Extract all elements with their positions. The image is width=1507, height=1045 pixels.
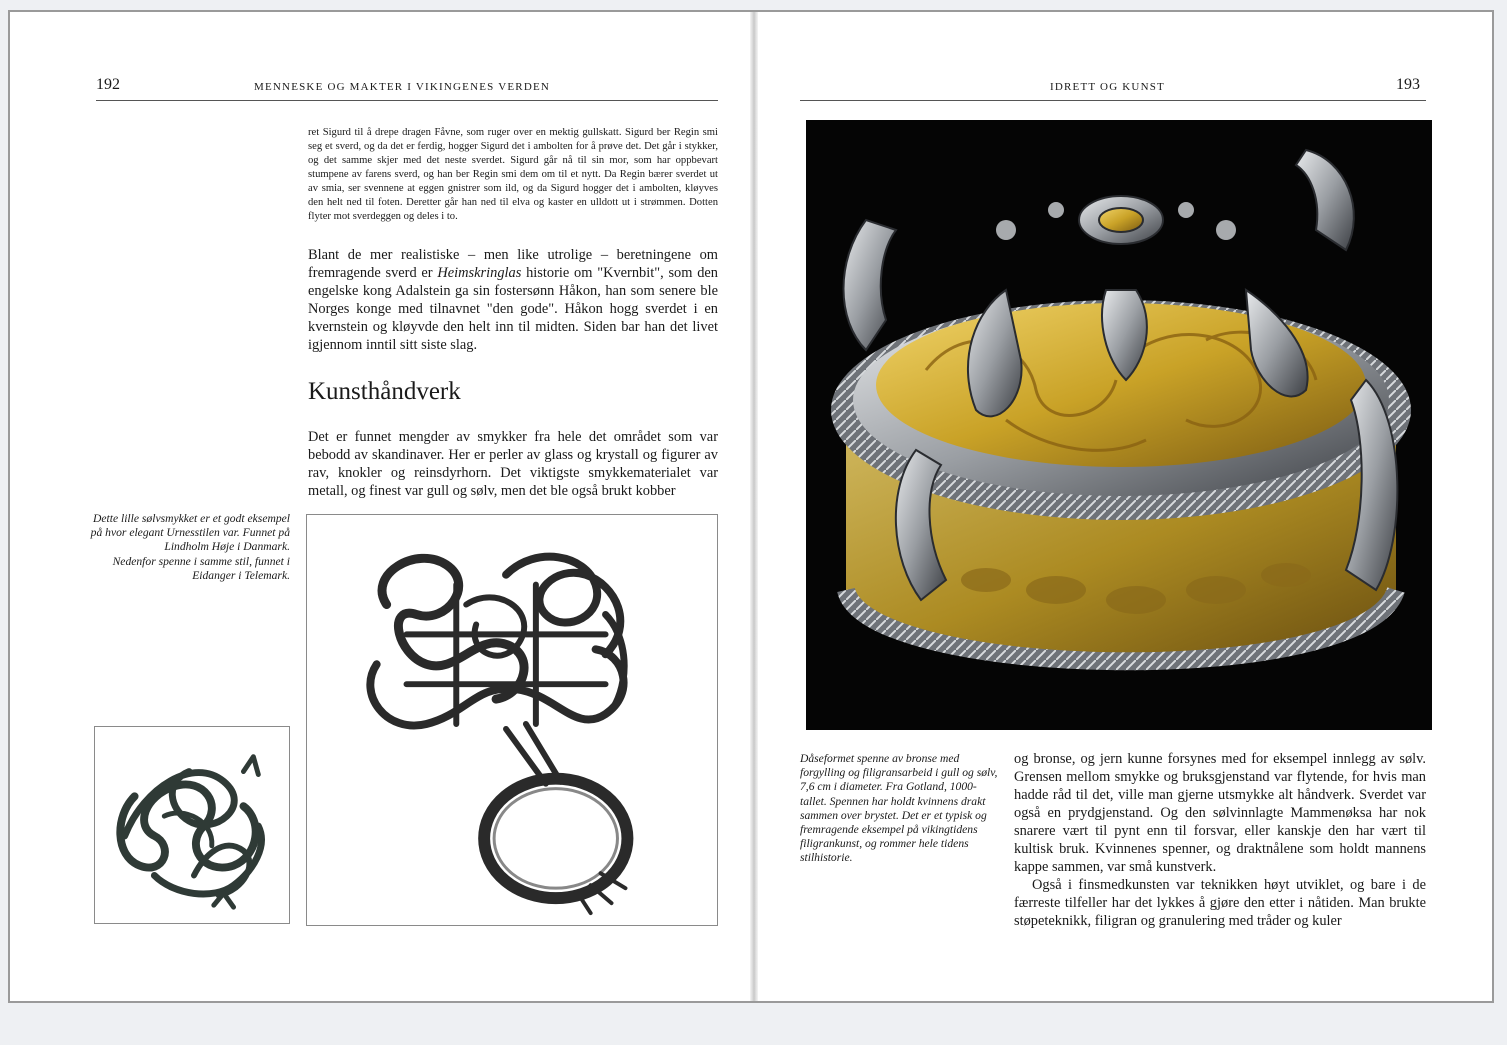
page-number: 192 (96, 76, 120, 93)
photo-caption: Dåseformet spenne av bronse med forgylling og filigransarbeid i gull og sølv, 7,6 cm i diameter. Fra Gotland, 1000-tallet. Spennen har holdt kvinnens drakt sammen over brystet. Det er et typisk og fremragende eksempel på vikingtidens filigrankunst, og rommer hele tidens stilhistorie. (800, 752, 998, 865)
book-spread (8, 10, 1494, 1003)
paragraph-kvernbit: Blant de mer realistiske – men like utrolige – beretningene om fremragende sverd er Heimskringlas historie om "Kvernbit", som den engelske kong Adalstein ga sin fostersønn Håkon, han som senere ble Norges konge med tilnavnet "den gode". Håkon hogg sverdet i en kvernstein og kløyvde den helt inn til midten. Siden bar han det livet igjennom inntil sitt siste slag. (308, 247, 718, 353)
caption-eidanger-brooch: Nedenfor spenne i samme stil, funnet i Eidanger i Telemark. (112, 554, 290, 582)
caption-left (90, 512, 290, 583)
header-rule (96, 100, 718, 101)
running-head: MENNESKE OG MAKTER I VIKINGENES VERDEN (254, 81, 551, 93)
urnes-brooch-illustration (95, 727, 289, 923)
caption-silver-ornament: Dette lille sølvsmykket er et godt eksempel på hvor elegant Urnesstilen var. Funnet på Lindholm Høje i Danmark. (90, 512, 290, 554)
urnes-brooch-image (94, 726, 290, 924)
left-page (10, 12, 750, 1001)
book-gutter (750, 12, 758, 1001)
book-title: Heimskringlas (437, 265, 522, 281)
gotland-brooch-photo (806, 120, 1432, 730)
header-rule (800, 100, 1426, 101)
page-number: 193 (1396, 76, 1420, 93)
paragraph-finsmedkunst: Også i finsmedkunsten var teknikken høyt utviklet, og bare i de færreste tilfeller har det lykkes å gjøre den etter i nåtiden. Man brukte støpeteknikk, filigran og granulering med tråder og kuler (1014, 877, 1426, 929)
right-body-text (1014, 750, 1426, 930)
right-page (758, 12, 1494, 1001)
gotland-box-brooch-illustration (806, 120, 1432, 730)
intro-small-text: ret Sigurd til å drepe dragen Fåvne, som ruger over en mektig gullskatt. Sigurd ber Regin smi seg et sverd, og da det er ferdig, hogger Sigurd det i ambolten for å prøve det. Det går i stykker, og det samme skjer med det neste sverdet. Sigurd går nå til sin mor, som har oppbevart stumpene av farens sverd, og han ber Regin smi dem om til et nytt. Da Regin bærer sverdet ut av smia, ser svennene at eggen gnistrer som ild, og da Sigurd hogger det i ambolten, kløyves den helt ned til foten. Deretter går han ned til elva og kaster en ulldott ut i strømmen. Dotten flyter mot sverdeggen og deles i to. (308, 127, 718, 222)
eidanger-brooch-image (306, 514, 718, 926)
running-head: IDRETT OG KUNST (1050, 81, 1165, 93)
section-heading: Kunsthåndverk (308, 378, 461, 405)
eidanger-brooch-illustration (307, 515, 717, 925)
paragraph-bruksgjenstand: og bronse, og jern kunne forsynes med for eksempel innlegg av sølv. Grensen mellom smykke og bruksgjenstand var flytende, for hvis man hadde råd til det, ville man gjerne utsmykke alt håndverk. Sverdet var også en prydgjenstand. Og den sølvinnlagte Mammenøksa har nok snarere vært til pynt enn til forsvar, eller kanskje den har vært til kultisk bruk. Kvinnenes spenner, og draktnålene som holdt mannens kappe sammen, var små kunstverk. (1014, 751, 1426, 875)
paragraph-smykker: Det er funnet mengder av smykker fra hele det området som var bebodd av skandinaver. Her er perler av glass og krystall og figurer av rav, knokler og reinsdyrhorn. Det viktigste smykkematerialet var metall, og finest var gull og sølv, men det ble også brukt kobber (308, 429, 718, 499)
